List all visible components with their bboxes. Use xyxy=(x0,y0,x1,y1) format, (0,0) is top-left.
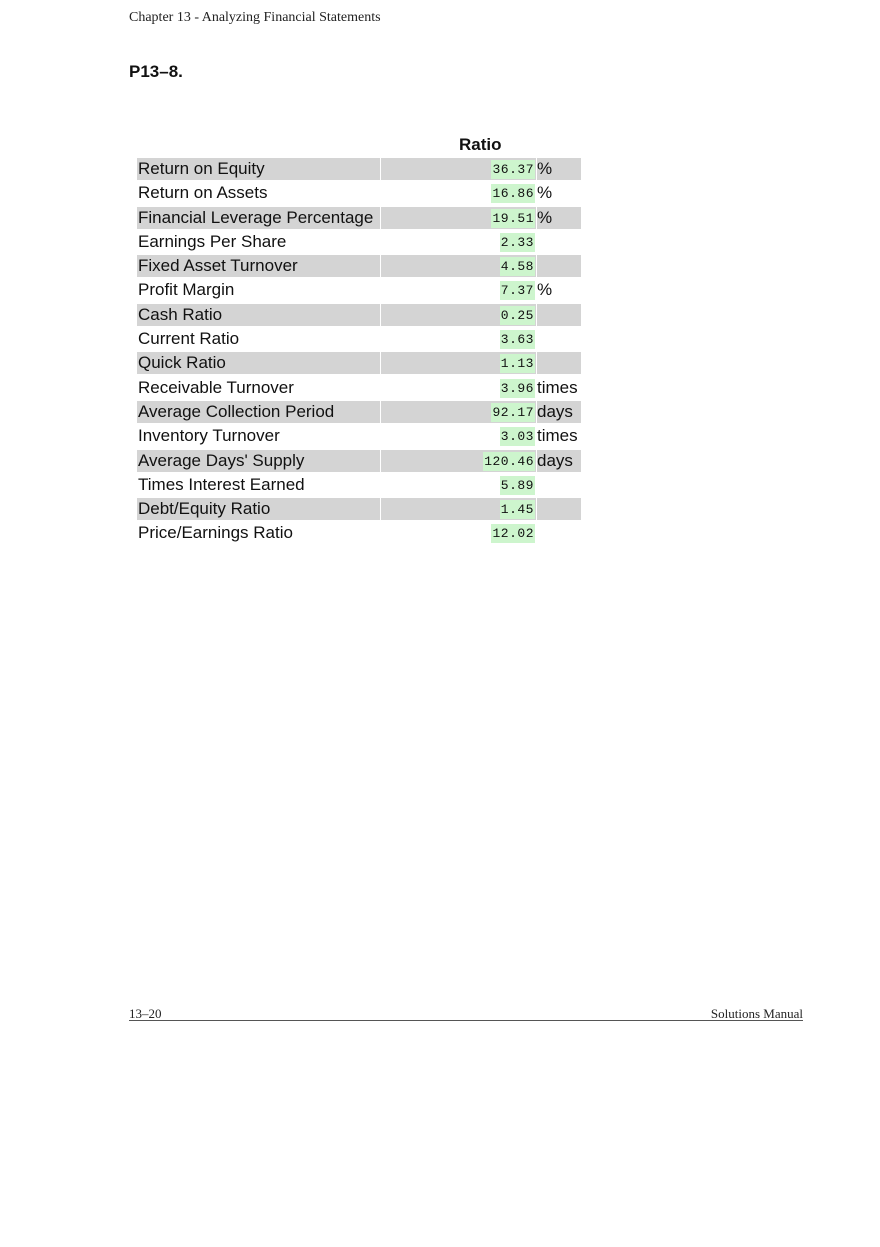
ratio-value: 3.96 xyxy=(500,380,534,396)
ratio-value-cell xyxy=(381,279,536,301)
ratio-value: 0.25 xyxy=(500,307,534,323)
table-row xyxy=(137,351,581,375)
running-header: Chapter 13 - Analyzing Financial Statements xyxy=(129,10,381,25)
ratio-value-cell xyxy=(381,474,536,496)
ratio-label: Price/Earnings Ratio xyxy=(138,523,293,543)
ratio-label: Profit Margin xyxy=(138,280,235,300)
ratio-value-cell xyxy=(381,328,536,350)
ratio-unit xyxy=(537,352,581,374)
ratio-unit: % xyxy=(537,207,581,229)
ratio-value: 7.37 xyxy=(500,283,534,299)
table-row xyxy=(137,157,581,181)
ratio-label: Current Ratio xyxy=(138,329,240,349)
ratio-label: Average Collection Period xyxy=(137,401,380,423)
ratio-value-cell xyxy=(381,425,536,447)
ratio-unit: % xyxy=(537,183,553,203)
table-row xyxy=(137,497,581,521)
ratio-value: 5.89 xyxy=(500,477,534,493)
ratio-label: Quick Ratio xyxy=(137,352,380,374)
ratio-unit: days xyxy=(537,450,581,472)
ratio-value-cell xyxy=(381,255,536,277)
ratio-table xyxy=(137,157,581,546)
ratio-unit: times xyxy=(537,426,578,446)
table-row xyxy=(137,230,581,254)
ratio-value-cell xyxy=(381,377,536,399)
ratio-unit xyxy=(537,474,581,496)
ratio-unit xyxy=(537,231,581,253)
ratio-value: 19.51 xyxy=(492,210,534,226)
ratio-value-cell xyxy=(381,352,536,374)
ratio-value-cell xyxy=(381,450,536,472)
ratio-unit: times xyxy=(537,377,578,397)
ratio-value: 120.46 xyxy=(484,453,534,469)
ratio-value: 3.63 xyxy=(500,332,534,348)
ratio-label: Average Days' Supply xyxy=(137,450,380,472)
ratio-unit: days xyxy=(537,401,581,423)
ratio-label: Cash Ratio xyxy=(137,304,380,326)
table-row xyxy=(137,449,581,473)
ratio-unit xyxy=(537,304,581,326)
ratio-value-cell xyxy=(381,231,536,253)
ratio-value-cell xyxy=(381,498,536,520)
ratio-value: 1.45 xyxy=(500,502,534,518)
ratio-unit xyxy=(537,522,581,544)
ratio-value-cell xyxy=(381,207,536,229)
table-row xyxy=(137,400,581,424)
ratio-value-cell xyxy=(381,401,536,423)
ratio-value: 2.33 xyxy=(500,234,534,250)
ratio-unit xyxy=(537,328,581,350)
ratio-label: Earnings Per Share xyxy=(138,231,287,251)
ratio-label: Times Interest Earned xyxy=(138,474,305,494)
ratio-unit xyxy=(537,498,581,520)
ratio-label: Receivable Turnover xyxy=(138,377,294,397)
ratio-value: 36.37 xyxy=(492,162,534,177)
table-row xyxy=(137,473,581,497)
ratio-value: 4.58 xyxy=(500,259,534,275)
table-row xyxy=(137,181,581,205)
ratio-label: Fixed Asset Turnover xyxy=(137,255,380,277)
table-row xyxy=(137,206,581,230)
ratio-unit: % xyxy=(537,158,581,180)
ratio-value: 92.17 xyxy=(492,404,534,420)
table-row xyxy=(137,376,581,400)
ratio-unit: % xyxy=(537,280,553,300)
table-row xyxy=(137,254,581,278)
table-row xyxy=(137,424,581,448)
ratio-value: 1.13 xyxy=(500,356,534,372)
ratio-column-header: Ratio xyxy=(459,135,502,154)
page-number: 13–20 xyxy=(129,1006,162,1021)
ratio-label: Financial Leverage Percentage xyxy=(137,207,380,229)
problem-title: P13–8. xyxy=(129,62,183,81)
footer-rule xyxy=(129,1020,803,1021)
table-row xyxy=(137,521,581,545)
book-title: Solutions Manual xyxy=(710,1006,803,1021)
table-row xyxy=(137,327,581,351)
ratio-value: 16.86 xyxy=(492,186,534,202)
table-row xyxy=(137,303,581,327)
ratio-label: Inventory Turnover xyxy=(138,426,280,446)
ratio-value-cell xyxy=(381,522,536,544)
ratio-value-cell xyxy=(381,182,536,204)
ratio-unit xyxy=(537,255,581,277)
table-row xyxy=(137,278,581,302)
ratio-value-cell xyxy=(381,304,536,326)
ratio-value: 3.03 xyxy=(500,429,534,445)
ratio-label: Debt/Equity Ratio xyxy=(137,498,380,520)
ratio-value: 12.02 xyxy=(492,526,534,542)
ratio-label: Return on Equity xyxy=(137,158,380,180)
ratio-label: Return on Assets xyxy=(138,183,268,203)
ratio-value-cell xyxy=(381,158,536,180)
